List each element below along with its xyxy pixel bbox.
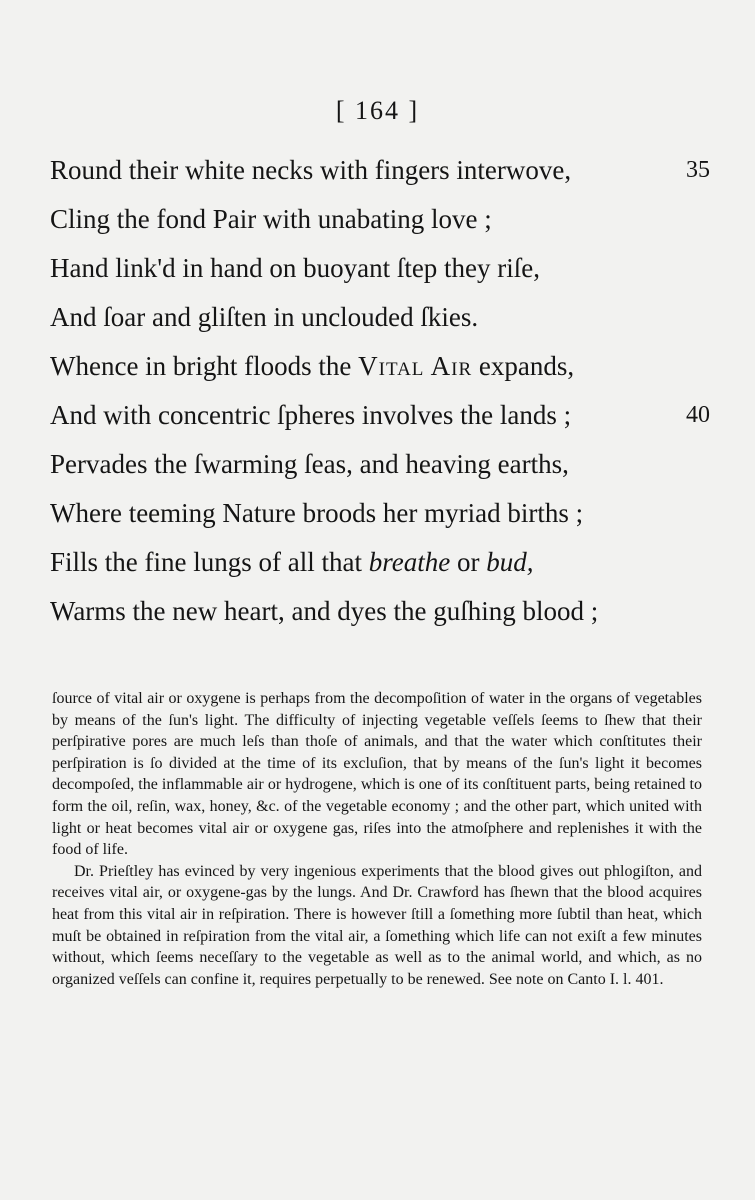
verse-text: Where teeming Nature broods her myriad births ; [50,498,584,528]
verse-line [50,489,710,538]
verse-line [50,146,710,195]
verse-line [50,293,710,342]
page-number: [ 164 ] [335,96,420,125]
verse-text: Fills the fine lungs of all that [50,547,369,577]
verse-block [50,146,710,636]
verse-line [50,587,710,636]
verse-line [50,391,710,440]
verse-text: breathe [368,547,451,577]
verse-line [50,440,710,489]
verse-text: Hand link'd in hand on buoyant ſtep they riſe, [50,253,541,283]
verse-line [50,342,710,391]
verse-text: Vital Air [358,351,473,381]
note-paragraph: ſource of vital air or oxygene is perhaps from the decompoſition of water in the organs of vegetables by means of the ſun's light. The difficulty of injecting vegetable veſſels ſeems to ſhew that their perſpirative pores are much leſs than thoſe of animals, and that the water which conſtitutes their perſpiration is ſo divided at the time of its excluſion, that by means of the ſun's light it becomes decompoſed, the inflammable air or hydrogene, which is one of its conſtituent parts, being retained to form the oil, reſin, wax, honey, &c. of the vegetable economy ; and the other part, which united with light or heat becomes vital air or oxygene gas, riſes into the atmoſphere and replenishes it with the food of life. [52,690,702,859]
verse-text: Whence in bright floods the [50,351,359,381]
verse-text: And with concentric ſpheres involves the lands ; [50,400,572,430]
verse-text: bud, [486,547,534,577]
line-number: 35 [686,157,710,183]
verse-text: or [450,547,487,577]
verse-line [50,195,710,244]
line-number: 40 [686,402,710,428]
verse-text: Cling the fond Pair with unabating love ; [50,204,492,234]
verse-line [50,244,710,293]
verse-text: And ſoar and gliſten in unclouded ſkies. [50,302,479,332]
verse-text: Warms the new heart, and dyes the guſhing blood ; [50,596,599,626]
verse-line [50,538,710,587]
note-paragraph: Dr. Prieſtley has evinced by very ingenious experiments that the blood gives out phlogiſton, and receives vital air, or oxygene-gas by the lungs. And Dr. Crawford has ſhewn that the blood acquires heat from this vital air in reſpiration. There is however ſtill a ſomething more ſubtil than heat, which muſt be obtained in reſpiration from the vital air, a ſomething which life can not exiſt a few minutes without, which ſeems neceſſary to the vegetable as well as to the animal world, and which, as no organized veſſels can confine it, requires perpetually to be renewed. See note on Canto I. l. 401. [52,862,702,988]
verse-text: expands, [472,351,575,381]
verse-text: Pervades the ſwarming ſeas, and heaving earths, [50,449,569,479]
footnote-block [52,688,702,990]
verse-text: Round their white necks with fingers interwove, [50,155,572,185]
